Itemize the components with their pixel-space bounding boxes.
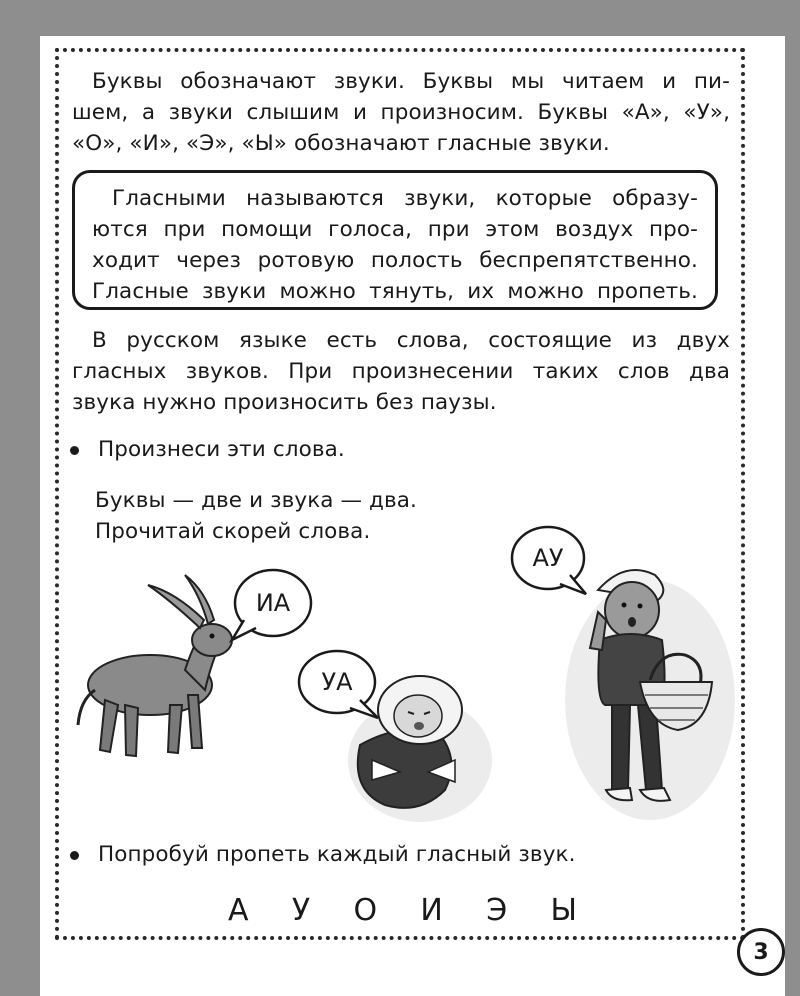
rule-text [92,183,698,307]
vowel-letter: У [291,893,312,928]
page-number: 3 [753,939,769,965]
poem [95,485,417,547]
vowel-letter: А [228,893,250,928]
intro-line: шем, а звуки слышим и произносим. Буквы «А», «У», [72,100,730,125]
poem-line: Прочитай скорей слова. [95,519,371,544]
intro-line: «О», «И», «Э», «Ы» обозначают гласные звуки. [72,131,610,156]
task-two: Попробуй пропеть каждый гласный звук. [98,842,576,867]
poem-line: Буквы — две и звука — два. [95,488,417,513]
bullet-icon [70,446,79,455]
bullet-icon [70,851,79,860]
vowel-letter: Ы [550,893,578,928]
paragraph-line: гласных звуков. При произнесении таких слов два [72,359,730,384]
rule-line: Гласные звуки можно тянуть, их можно пропеть. [92,279,698,304]
vowel-letter: Э [486,893,509,928]
rule-line: ходит через ротовую полость беспрепятственно. [92,248,698,273]
vowel-letter: И [420,893,444,928]
page-number-badge [737,928,785,976]
boy-illustration [565,570,735,820]
intro-line: Буквы обозначают звуки. Буквы мы читаем и пи- [92,69,730,94]
paragraph-line: звука нужно произносить без паузы. [72,390,497,415]
donkey-illustration [78,575,232,756]
vowels-row [228,893,578,929]
task-one: Произнеси эти слова. [98,437,345,462]
baby-bubble-text: УА [321,668,353,696]
paragraph-two [72,325,730,418]
paragraph-line: В русском языке есть слова, состоящие из двух [92,328,730,353]
vowel-letter: О [353,893,379,928]
donkey-bubble-text: ИА [255,589,291,617]
rule-line: Гласными называются звуки, которые образу- [112,186,698,211]
rule-line: ются при помощи голоса, при этом воздух про- [92,217,698,242]
boy-bubble-text: АУ [532,544,564,572]
intro-paragraph [72,66,730,159]
